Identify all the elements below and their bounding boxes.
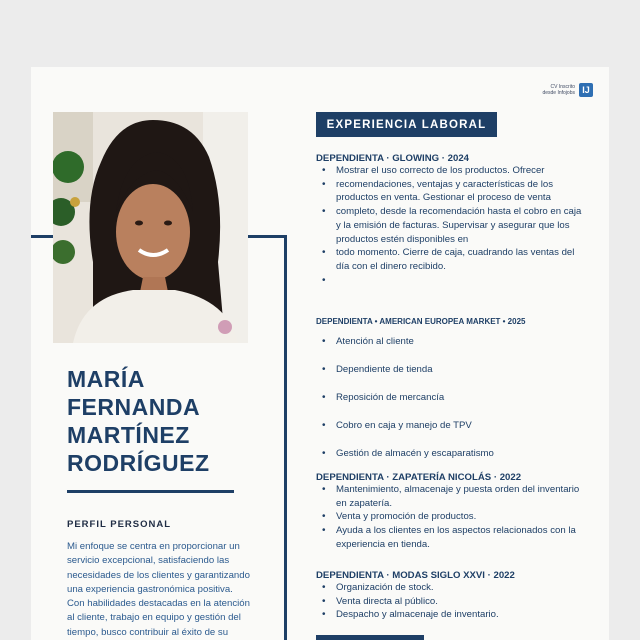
bullet-icon: • bbox=[322, 525, 326, 537]
bullet-icon: • bbox=[322, 336, 326, 347]
list-item: • Cobro en caja y manejo de TPV bbox=[322, 420, 472, 431]
name-line-1: MARÍA bbox=[67, 366, 145, 392]
perfil-line: necesidades de los clientes y garantizando bbox=[67, 569, 250, 581]
list-item: • todo momento. Cierre de caja, cuadrando las ventas del día con el dinero recibido. bbox=[322, 247, 575, 272]
list-item: • Atención al cliente bbox=[322, 336, 414, 347]
bullet-icon: • bbox=[322, 484, 326, 495]
perfil-line: Mi enfoque se centra en proporcionar un bbox=[67, 541, 240, 552]
list-item: • Mantenimiento, almacenaje y puesta orden del inventario en zapatería. bbox=[322, 484, 580, 509]
bullet-icon: • bbox=[322, 165, 326, 176]
list-item: • Reposición de mercancía bbox=[322, 392, 445, 403]
name-divider bbox=[67, 490, 234, 493]
name-line-3: MARTÍNEZ bbox=[67, 422, 190, 448]
bullet-icon: • bbox=[322, 448, 326, 459]
list-item: • Mostrar el uso correcto de los productos. Ofrecer bbox=[322, 165, 545, 176]
bullet-icon: • bbox=[322, 511, 326, 523]
perfil-text bbox=[67, 540, 272, 640]
perfil-line: al cliente, trabajo en equipo y gestión del bbox=[67, 612, 241, 624]
name-line-2: FERNANDA bbox=[67, 394, 201, 420]
bullet-icon: • bbox=[322, 206, 326, 218]
list-item: • Despacho y almacenaje de inventario. bbox=[322, 609, 499, 621]
badge-line-1: CV Inscrito bbox=[550, 84, 575, 90]
job-title: DEPENDIENTA · ZAPATERÍA NICOLÁS · 2022 bbox=[316, 472, 522, 483]
job-zapateria-nicolas bbox=[316, 472, 586, 552]
list-item: • Gestión de almacén y escaparatismo bbox=[322, 448, 494, 459]
cv-sheet bbox=[31, 67, 609, 640]
list-item: • Organización de stock. bbox=[322, 582, 434, 593]
section-header-bar bbox=[316, 635, 424, 640]
perfil-line: Con habilidades destacadas en la atención bbox=[67, 598, 250, 610]
profile-photo bbox=[53, 112, 248, 343]
list-item: • Ayuda a los clientes en los aspectos relacionados con la experiencia en tienda. bbox=[322, 525, 576, 550]
list-item: • completo, desde la recomendación hasta el cobro en caja y la emisión de facturas. Supervisar y asegurar que los productos estén disponibles en bbox=[322, 206, 582, 245]
badge-line-2: desde Infojobs bbox=[542, 90, 575, 96]
bullet-icon: • bbox=[322, 609, 326, 621]
infojobs-badge[interactable] bbox=[542, 83, 593, 97]
list-item: • recomendaciones, ventajas y características de los productos en venta. Gestionar el proceso de venta bbox=[322, 178, 554, 204]
candidate-name bbox=[67, 365, 277, 477]
job-modas-siglo-xxvi bbox=[316, 570, 586, 622]
bullet-icon: • bbox=[322, 178, 326, 190]
list-item bbox=[316, 274, 586, 288]
job-american-europea-market bbox=[316, 317, 586, 475]
name-line-4: RODRÍGUEZ bbox=[67, 450, 210, 476]
job-title: DEPENDIENTA • AMERICAN EUROPEA MARKET • 2025 bbox=[316, 317, 526, 326]
perfil-title: PERFIL PERSONAL bbox=[67, 519, 172, 530]
bullet-icon: • bbox=[322, 595, 326, 607]
bullet-icon: • bbox=[322, 274, 326, 286]
job-glowing bbox=[316, 153, 586, 287]
experience-header: EXPERIENCIA LABORAL bbox=[316, 112, 497, 137]
frame-line-right bbox=[284, 235, 287, 640]
perfil-line: una experiencia gastronómica positiva. bbox=[67, 583, 233, 595]
list-item: • Venta y promoción de productos. bbox=[322, 511, 477, 523]
job-title: DEPENDIENTA · GLOWING · 2024 bbox=[316, 153, 469, 164]
bullet-icon: • bbox=[322, 247, 326, 259]
infojobs-logo-icon: IJ bbox=[579, 83, 593, 97]
perfil-line: tiempo, busco contribuir al éxito de su bbox=[67, 626, 229, 638]
bullet-icon: • bbox=[322, 420, 326, 431]
job-title: DEPENDIENTA · MODAS SIGLO XXVI · 2022 bbox=[316, 570, 515, 581]
list-item: • Dependiente de tienda bbox=[322, 364, 433, 375]
bullet-icon: • bbox=[322, 392, 326, 403]
list-item: • Venta directa al público. bbox=[322, 595, 438, 607]
bullet-icon: • bbox=[322, 582, 326, 593]
perfil-line: servicio excepcional, satisfaciendo las bbox=[67, 555, 230, 567]
bullet-icon: • bbox=[322, 364, 326, 375]
